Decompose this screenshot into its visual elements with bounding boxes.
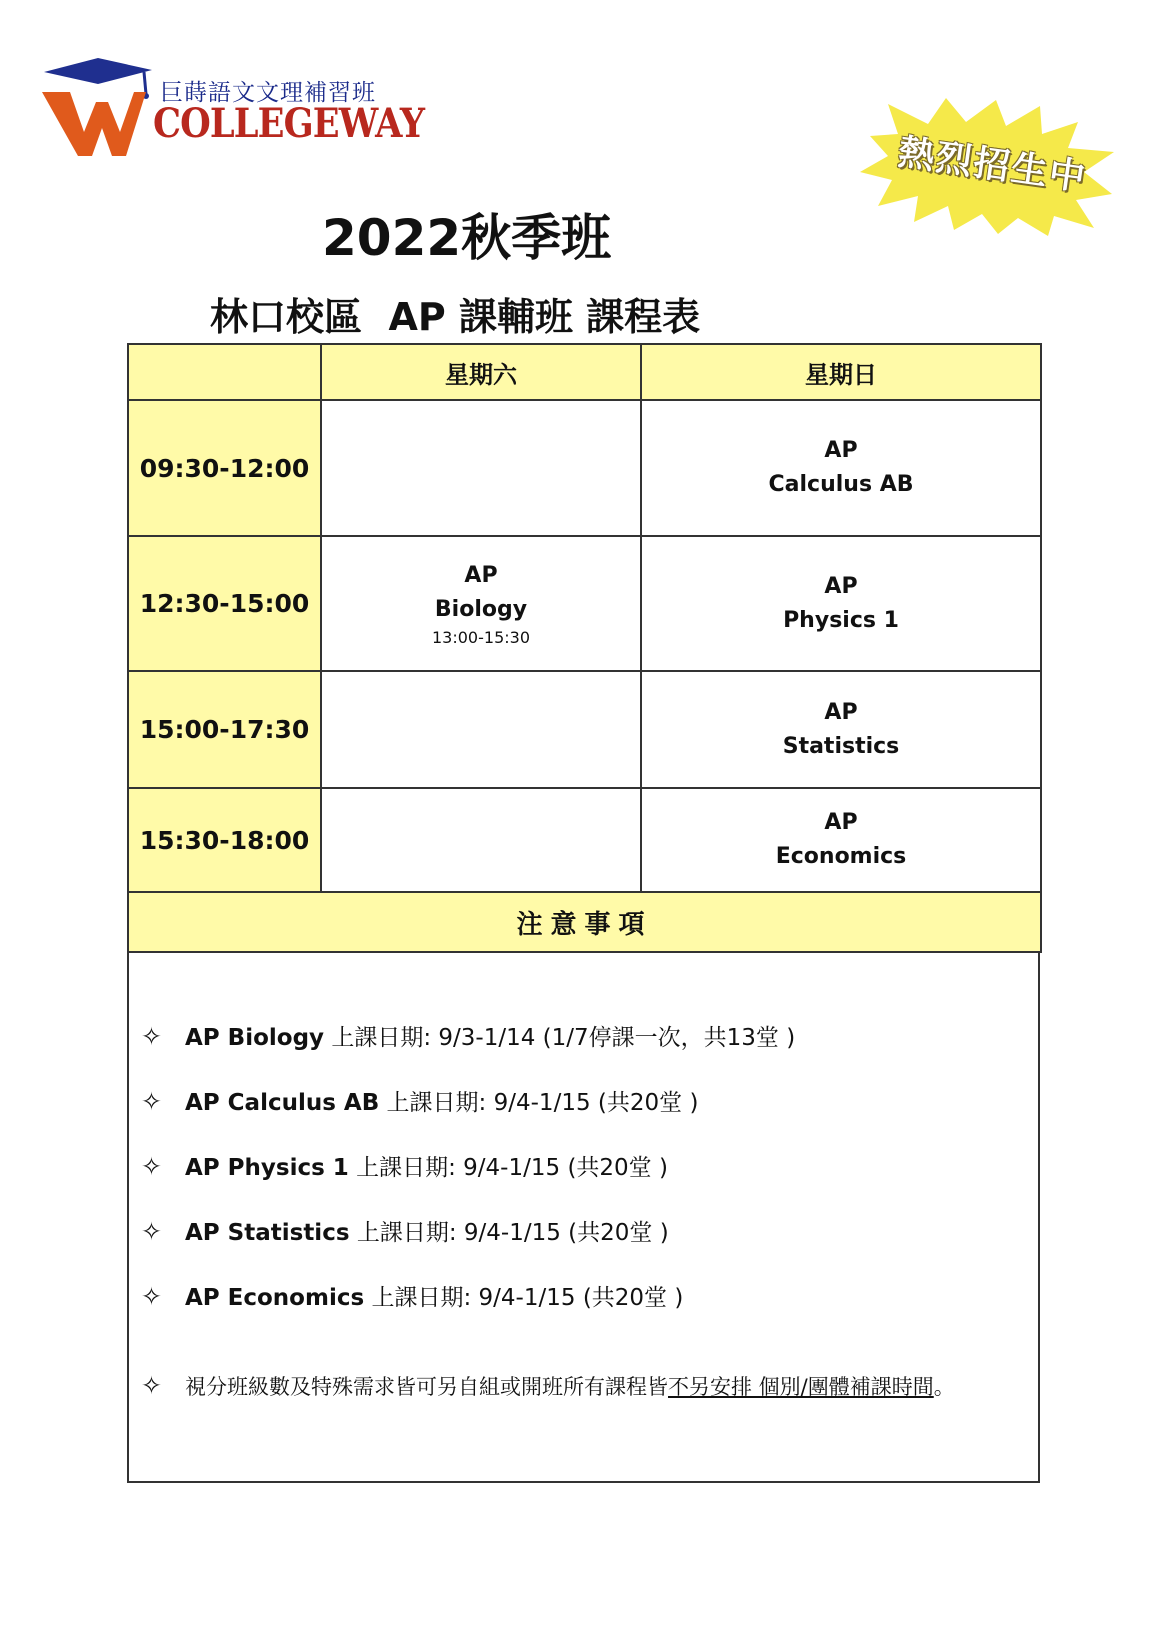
- sunday-cell: [641, 788, 1041, 892]
- four-point-star-icon: ✧: [141, 1371, 162, 1400]
- header-sunday: 星期日: [641, 344, 1041, 400]
- time-slot: 09:30-12:00: [128, 400, 321, 536]
- final-note-text: 視分班級數及特殊需求皆可另自組或開班所有課程皆: [185, 1375, 668, 1399]
- notes-section: [127, 951, 1040, 1483]
- notes-header-row: [128, 892, 1041, 952]
- note-item: [141, 1019, 795, 1052]
- note-course: AP Biology: [185, 1025, 325, 1051]
- table-row: [128, 400, 1041, 536]
- sunday-cell: [641, 400, 1041, 536]
- saturday-cell: [321, 536, 641, 671]
- sunday-cell: [641, 536, 1041, 671]
- four-point-star-icon: ✧: [141, 1217, 162, 1246]
- four-point-star-icon: ✧: [141, 1022, 162, 1051]
- course-name: Physics 1: [783, 607, 899, 633]
- final-note-end: 。: [933, 1375, 955, 1399]
- sunday-cell: [641, 671, 1041, 788]
- course-prefix: AP: [824, 810, 858, 835]
- four-point-star-icon: ✧: [141, 1282, 162, 1311]
- note-item: [141, 1279, 683, 1312]
- course-name: Economics: [775, 844, 907, 869]
- logo-chinese-name: 巨蒔語文文理補習班: [160, 80, 376, 106]
- page-subtitle: 林口校區 AP 課輔班 課程表: [210, 295, 701, 339]
- time-slot: 15:00-17:30: [128, 671, 321, 788]
- header-corner-cell: [128, 344, 321, 400]
- note-text: 上課日期: 9/3-1/14 (1/7停課一次，共13堂 ): [324, 1025, 796, 1051]
- course-name: Calculus AB: [768, 472, 914, 497]
- logo-english-name: COLLEGEWAY: [153, 100, 425, 147]
- note-course: AP Economics: [185, 1285, 365, 1311]
- table-row: [128, 536, 1041, 671]
- note-course: AP Calculus AB: [185, 1090, 380, 1116]
- table-row: [128, 788, 1041, 892]
- note-text: 上課日期: 9/4-1/15 (共20堂 ): [349, 1220, 669, 1246]
- header-saturday: 星期六: [321, 344, 641, 400]
- page-title: 2022秋季班: [322, 209, 612, 267]
- note-item-final: [141, 1371, 955, 1401]
- note-text: 上課日期: 9/4-1/15 (共20堂 ): [364, 1285, 684, 1311]
- table-header-row: [128, 344, 1041, 400]
- course-name: Statistics: [782, 733, 900, 759]
- course-prefix: AP: [824, 438, 858, 463]
- note-text: 上課日期: 9/4-1/15 (共20堂 ): [379, 1090, 699, 1116]
- saturday-cell: [321, 788, 641, 892]
- saturday-cell: [321, 671, 641, 788]
- enrollment-banner-text: 熱烈招生中: [895, 131, 1090, 199]
- final-note-underlined: 不另安排 個別/團體補課時間: [668, 1375, 934, 1399]
- collegeway-logo: [40, 56, 425, 166]
- note-item: [141, 1214, 669, 1247]
- course-name: Biology: [434, 596, 528, 622]
- table-row: [128, 671, 1041, 788]
- note-text: 上課日期: 9/4-1/15 (共20堂 ): [348, 1155, 668, 1181]
- course-prefix: AP: [824, 699, 858, 725]
- note-item: [141, 1149, 668, 1182]
- course-time-note: 13:00-15:30: [432, 627, 530, 647]
- note-course: AP Statistics: [185, 1220, 350, 1246]
- time-slot: 12:30-15:00: [128, 536, 321, 671]
- note-course: AP Physics 1: [185, 1155, 349, 1181]
- time-slot: 15:30-18:00: [128, 788, 321, 892]
- schedule-table: [127, 343, 1042, 953]
- four-point-star-icon: ✧: [141, 1087, 162, 1116]
- course-prefix: AP: [824, 573, 858, 599]
- note-item: [141, 1084, 698, 1117]
- four-point-star-icon: ✧: [141, 1152, 162, 1181]
- saturday-cell: [321, 400, 641, 536]
- course-prefix: AP: [464, 562, 498, 588]
- notes-header: 注意事項: [128, 892, 1041, 952]
